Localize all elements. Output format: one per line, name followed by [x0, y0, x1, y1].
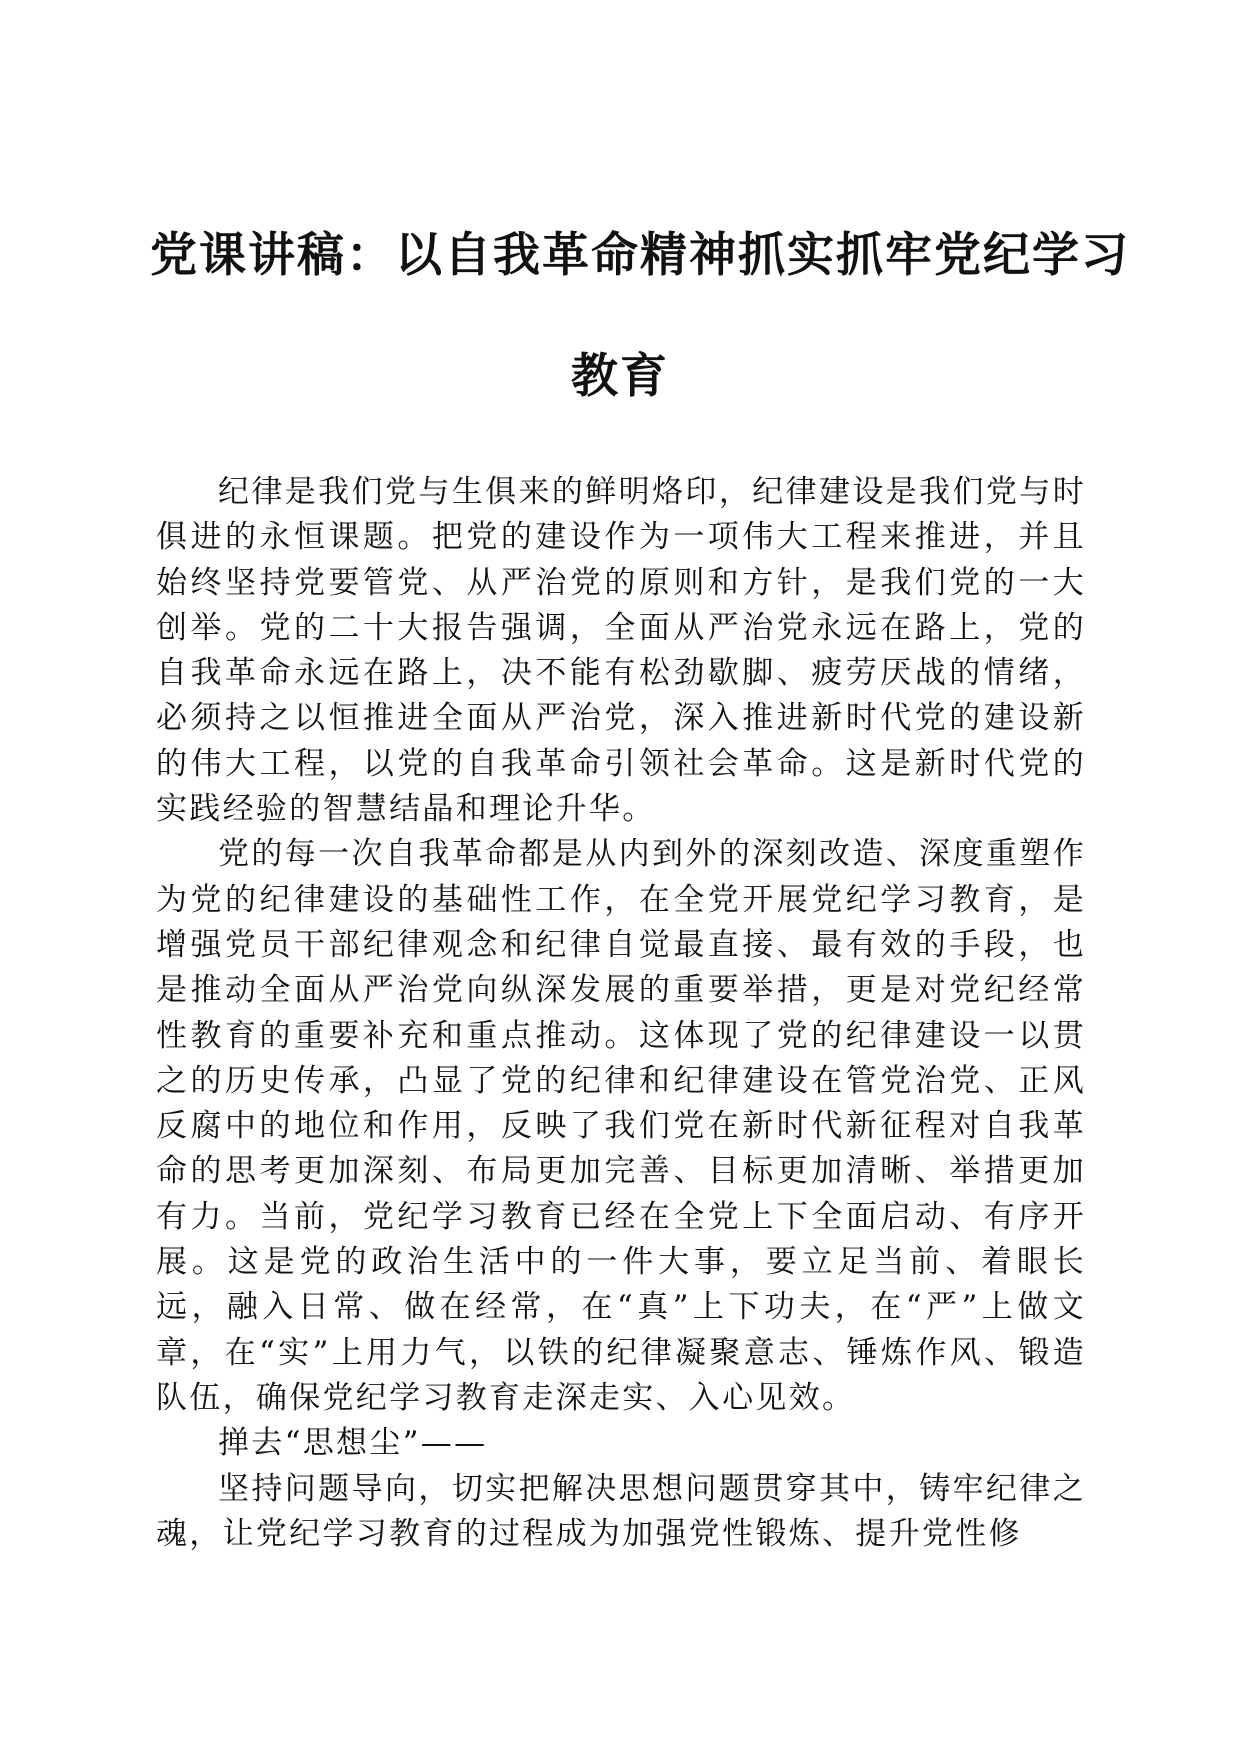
document-title-line-1: 党课讲稿：以自我革命精神抓实抓牢党纪学习: [150, 228, 1130, 283]
paragraph-intro: 纪律是我们党与生俱来的鲜明烙印，纪律建设是我们党与时俱进的永恒课题。把党的建设作为一项伟大工程来推进，并且始终坚持党要管党、从严治党的原则和方针，是我们党的一大创举。党的二十大报告强调，全面从严治党永远在路上，党的自我革命永远在路上，决不能有松劲歇脚、疲劳厌战的情绪，必须持之以恒推进全面从严治党，深入推进新时代党的建设新的伟大工程，以党的自我革命引领社会革命。这是新时代党的实践经验的智慧结晶和理论升华。: [156, 474, 1086, 828]
paragraph-self-revolution: 党的每一次自我革命都是从内到外的深刻改造、深度重塑作为党的纪律建设的基础性工作，在全党开展党纪学习教育，是增强党员干部纪律观念和纪律自觉最直接、最有效的手段，也是推动全面从严治党向纵深发展的重要举措，更是对党纪经常性教育的重要补充和重点推动。这体现了党的纪律建设一以贯之的历史传承，凸显了党的纪律和纪律建设在管党治党、正风反腐中的地位和作用，反映了我们党在新时代新征程对自我革命的思考更加深刻、布局更加完善、目标更加清晰、举措更加有力。当前，党纪学习教育已经在全党上下全面启动、有序开展。这是党的政治生活中的一件大事，要立足当前、着眼长远，融入日常、做在经常，在“真”上下功夫，在“严”上做文章，在“实”上用力气，以铁的纪律凝聚意志、锤炼作风、锻造队伍，确保党纪学习教育走深走实、入心见效。: [156, 836, 1086, 1416]
section-heading-dust: 掸去“思想尘”——: [218, 1425, 488, 1462]
document-body: [156, 470, 1086, 1557]
document-title-line-2: 教育: [571, 349, 669, 404]
paragraph-problem-orientation: 坚持问题导向，切实把解决思想问题贯穿其中，铸牢纪律之魂，让党纪学习教育的过程成为加强党性锻炼、提升党性修: [156, 1470, 1086, 1552]
